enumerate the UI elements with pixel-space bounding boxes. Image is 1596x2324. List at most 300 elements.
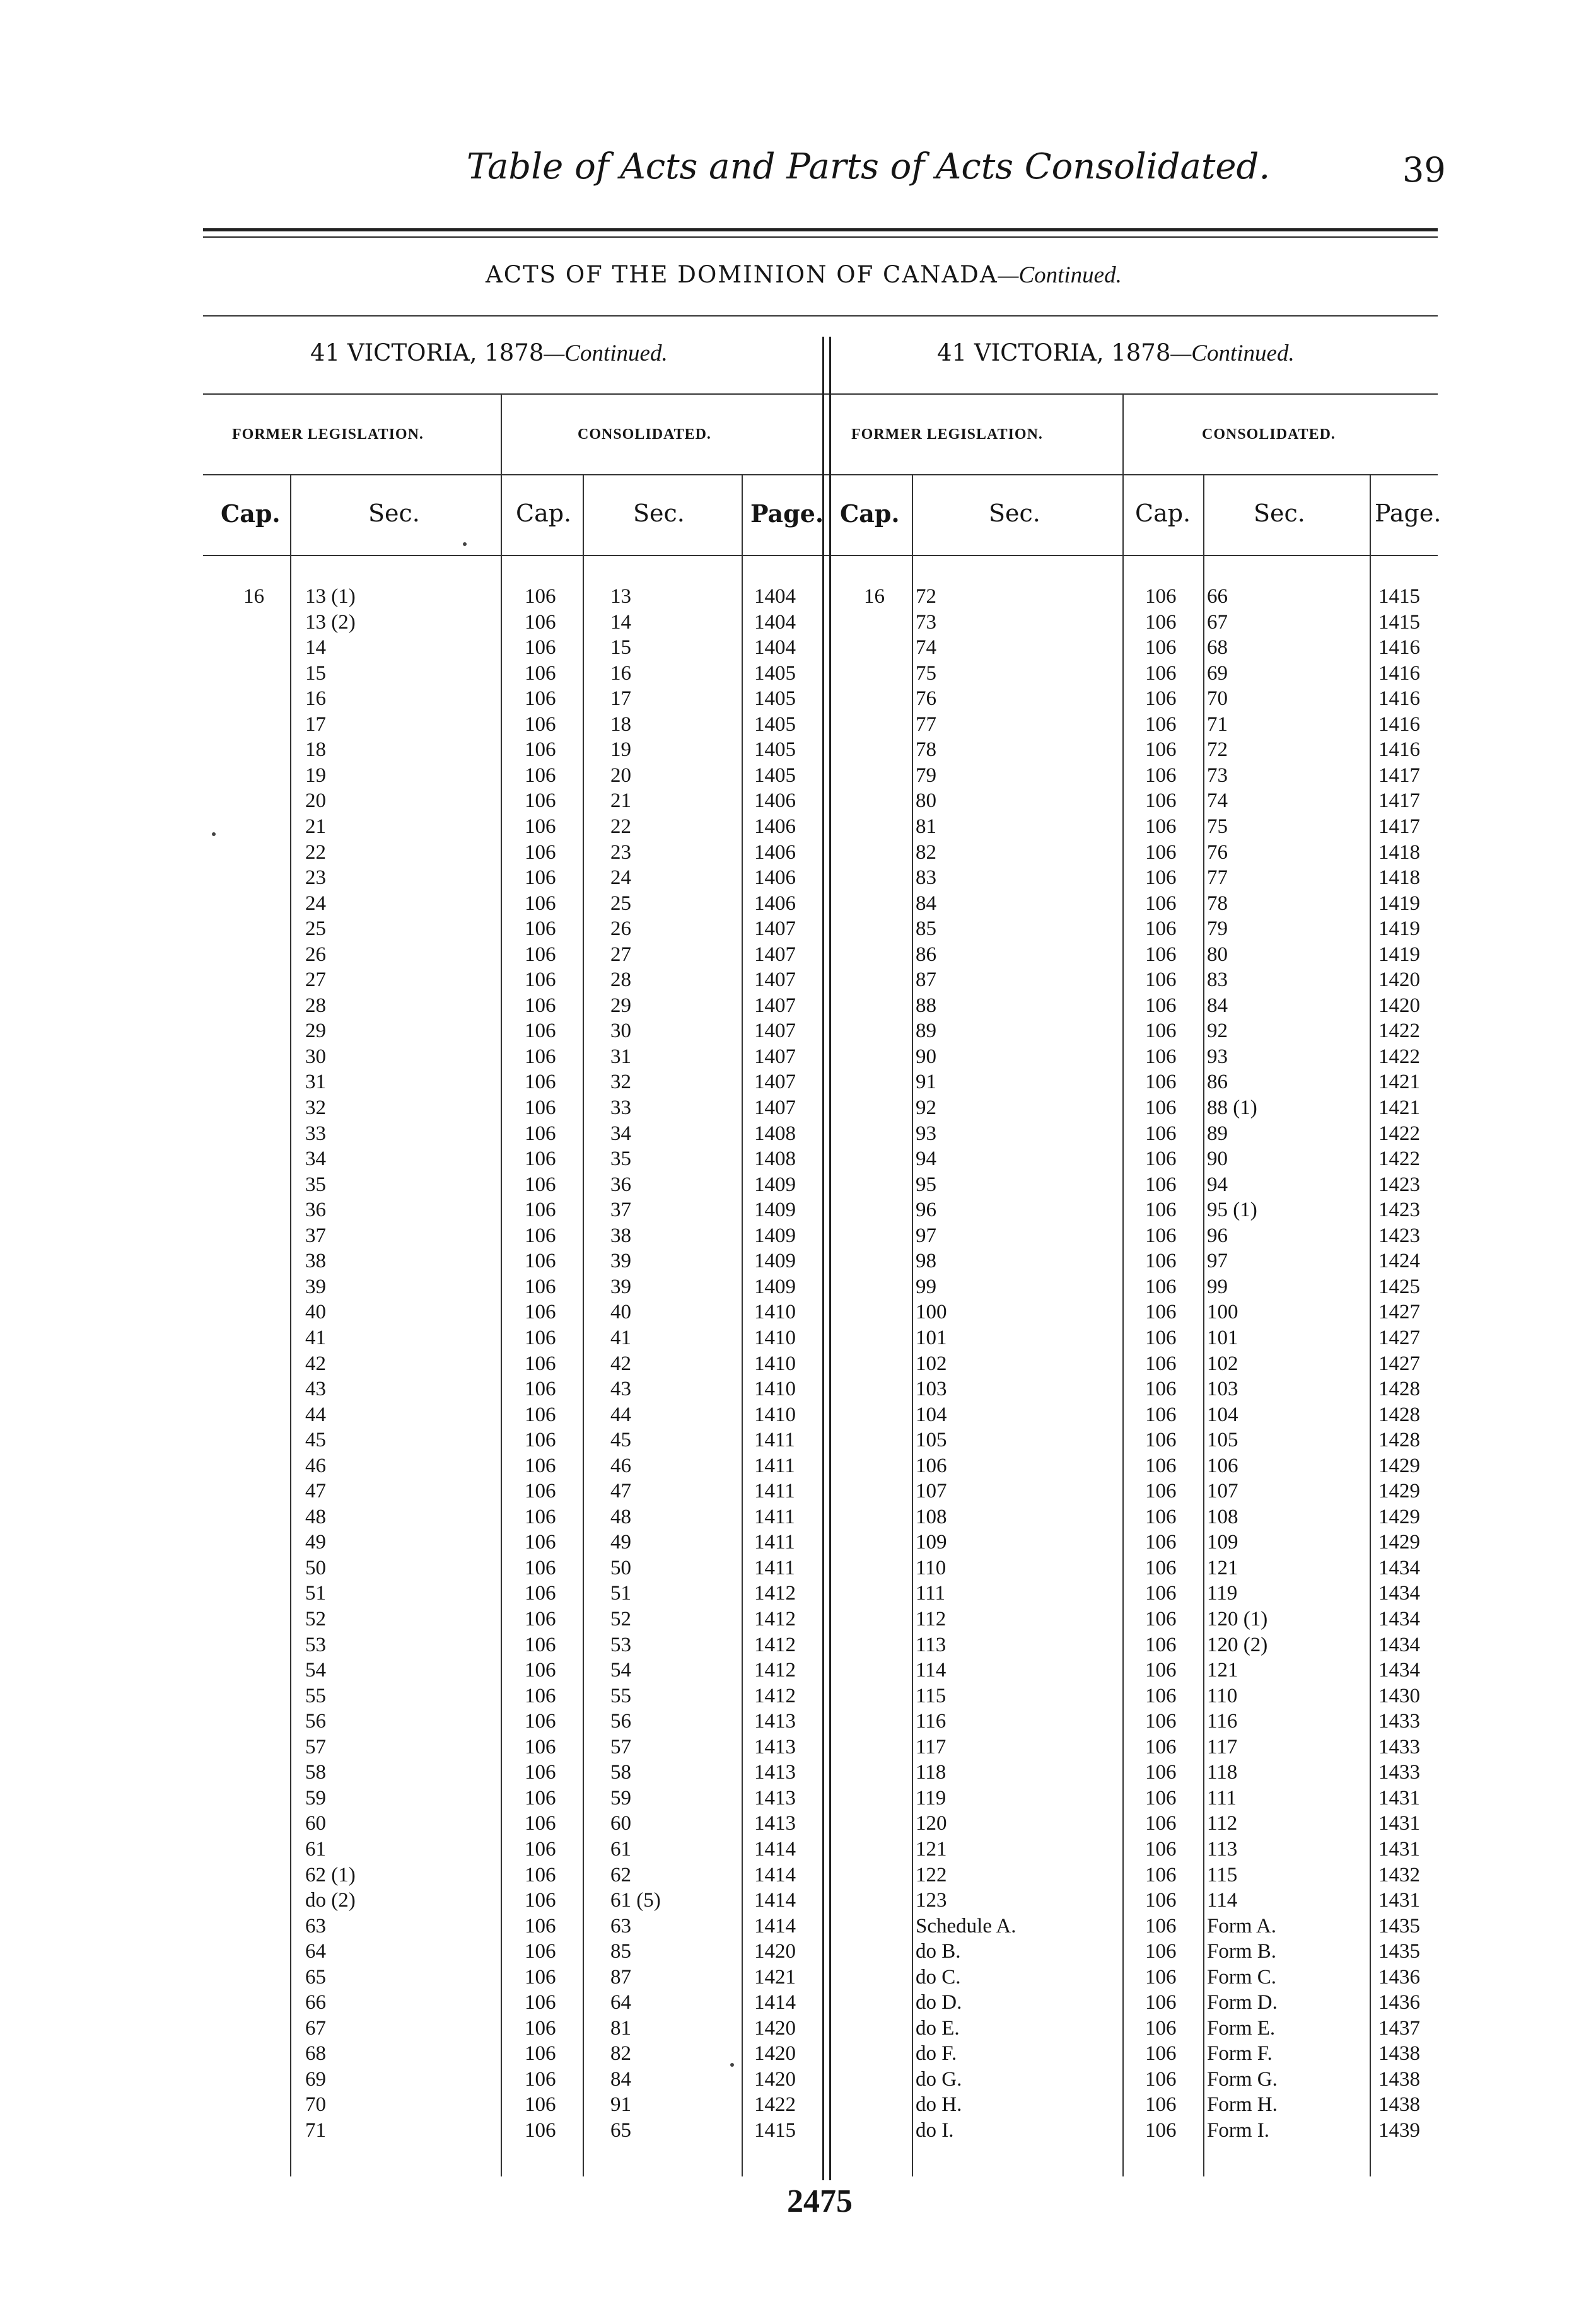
right-cell-page: 1433 bbox=[1378, 1736, 1420, 1758]
left-cell-former-sec: 60 bbox=[305, 1812, 326, 1835]
table-top-rule bbox=[203, 315, 1438, 317]
left-cell-former-sec: 55 bbox=[305, 1685, 326, 1707]
left-cell-consolidated-cap: 106 bbox=[525, 1787, 556, 1810]
right-cell-page: 1427 bbox=[1378, 1327, 1420, 1349]
left-cell-consolidated-sec: 19 bbox=[610, 738, 631, 761]
right-cell-consolidated-sec: 109 bbox=[1207, 1531, 1238, 1554]
left-former-legislation-head: FORMER LEGISLATION. bbox=[232, 426, 424, 443]
left-cell-consolidated-cap: 106 bbox=[525, 1020, 556, 1042]
right-cell-page: 1429 bbox=[1378, 1455, 1420, 1477]
right-cell-consolidated-cap: 106 bbox=[1145, 1608, 1177, 1630]
left-cell-former-sec: 51 bbox=[305, 1582, 326, 1605]
left-cell-consolidated-sec: 51 bbox=[610, 1582, 631, 1605]
right-cell-consolidated-sec: 68 bbox=[1207, 636, 1228, 659]
right-cell-former-sec: do I. bbox=[916, 2119, 954, 2142]
left-cell-consolidated-sec: 47 bbox=[610, 1480, 631, 1502]
right-cell-consolidated-sec: Form D. bbox=[1207, 1991, 1278, 2014]
right-cell-former-sec: 87 bbox=[916, 968, 936, 991]
left-cell-consolidated-cap: 106 bbox=[525, 1991, 556, 2014]
left-cell-consolidated-sec: 61 (5) bbox=[610, 1889, 661, 1912]
right-cell-page: 1418 bbox=[1378, 866, 1420, 889]
left-cell-page: 1405 bbox=[754, 738, 796, 761]
left-cell-consolidated-sec: 81 bbox=[610, 2017, 631, 2040]
left-cell-consolidated-cap: 106 bbox=[525, 1608, 556, 1630]
right-cell-page: 1422 bbox=[1378, 1122, 1420, 1145]
left-cap-value: 16 bbox=[243, 585, 264, 608]
left-cell-consolidated-sec: 56 bbox=[610, 1710, 631, 1733]
right-panel-title-continued: —Continued. bbox=[1170, 340, 1295, 366]
left-cell-page: 1411 bbox=[754, 1455, 795, 1477]
right-cell-consolidated-cap: 106 bbox=[1145, 2093, 1177, 2116]
right-cell-consolidated-sec: Form F. bbox=[1207, 2042, 1273, 2065]
left-cell-former-sec: 61 bbox=[305, 1838, 326, 1861]
left-cell-page: 1414 bbox=[754, 1889, 796, 1912]
left-cell-consolidated-cap: 106 bbox=[525, 585, 556, 608]
left-cell-page: 1409 bbox=[754, 1250, 796, 1272]
left-cell-consolidated-sec: 48 bbox=[610, 1506, 631, 1528]
left-cell-page: 1407 bbox=[754, 968, 796, 991]
left-cell-page: 1411 bbox=[754, 1557, 795, 1579]
left-cell-page: 1415 bbox=[754, 2119, 796, 2142]
right-cell-page: 1425 bbox=[1378, 1275, 1420, 1298]
right-cell-consolidated-cap: 106 bbox=[1145, 662, 1177, 685]
right-cell-consolidated-cap: 106 bbox=[1145, 1685, 1177, 1707]
right-cell-consolidated-sec: 67 bbox=[1207, 611, 1228, 634]
left-cell-consolidated-cap: 106 bbox=[525, 892, 556, 915]
right-cell-page: 1433 bbox=[1378, 1761, 1420, 1784]
right-cell-page: 1420 bbox=[1378, 968, 1420, 991]
right-cell-consolidated-sec: 97 bbox=[1207, 1250, 1228, 1272]
right-cell-page: 1438 bbox=[1378, 2042, 1420, 2065]
scan-speck bbox=[463, 542, 467, 546]
right-cell-page: 1415 bbox=[1378, 585, 1420, 608]
left-cell-former-sec: 62 (1) bbox=[305, 1864, 356, 1886]
left-cell-former-sec: 54 bbox=[305, 1659, 326, 1682]
right-cell-consolidated-cap: 106 bbox=[1145, 2042, 1177, 2065]
left-rule-ccap-csec bbox=[583, 474, 584, 2176]
left-cell-former-sec: 45 bbox=[305, 1429, 326, 1451]
left-cell-consolidated-sec: 23 bbox=[610, 841, 631, 864]
right-cell-consolidated-cap: 106 bbox=[1145, 1301, 1177, 1323]
left-cell-consolidated-sec: 26 bbox=[610, 917, 631, 940]
left-cell-page: 1407 bbox=[754, 1045, 796, 1068]
left-rule-csec-page bbox=[742, 474, 743, 2176]
right-cell-consolidated-cap: 106 bbox=[1145, 738, 1177, 761]
left-cell-consolidated-cap: 106 bbox=[525, 866, 556, 889]
left-cell-consolidated-cap: 106 bbox=[525, 1940, 556, 1963]
left-cell-consolidated-sec: 64 bbox=[610, 1991, 631, 2014]
left-cell-consolidated-cap: 106 bbox=[525, 1889, 556, 1912]
left-cell-page: 1410 bbox=[754, 1301, 796, 1323]
left-cell-page: 1404 bbox=[754, 585, 796, 608]
column-head-rule bbox=[203, 555, 1438, 556]
left-cell-consolidated-sec: 58 bbox=[610, 1761, 631, 1784]
left-cell-former-sec: 58 bbox=[305, 1761, 326, 1784]
right-cell-consolidated-sec: 86 bbox=[1207, 1071, 1228, 1093]
right-cell-former-sec: 112 bbox=[916, 1608, 947, 1630]
right-cell-page: 1421 bbox=[1378, 1071, 1420, 1093]
left-cell-page: 1409 bbox=[754, 1275, 796, 1298]
right-cell-consolidated-sec: 99 bbox=[1207, 1275, 1228, 1298]
left-cell-page: 1410 bbox=[754, 1403, 796, 1426]
left-cell-page: 1406 bbox=[754, 866, 796, 889]
left-cell-consolidated-sec: 84 bbox=[610, 2068, 631, 2091]
right-cell-consolidated-cap: 106 bbox=[1145, 917, 1177, 940]
right-cell-consolidated-sec: 108 bbox=[1207, 1506, 1238, 1528]
left-cell-former-sec: 14 bbox=[305, 636, 326, 659]
right-cell-consolidated-cap: 106 bbox=[1145, 1378, 1177, 1400]
right-cell-former-sec: 119 bbox=[916, 1787, 947, 1810]
left-cell-former-sec: 65 bbox=[305, 1966, 326, 1989]
left-cell-page: 1413 bbox=[754, 1736, 796, 1758]
right-cell-former-sec: 95 bbox=[916, 1173, 936, 1196]
left-cell-consolidated-sec: 50 bbox=[610, 1557, 631, 1579]
left-cell-page: 1407 bbox=[754, 1020, 796, 1042]
left-cell-former-sec: 68 bbox=[305, 2042, 326, 2065]
right-cell-page: 1417 bbox=[1378, 789, 1420, 812]
left-cell-consolidated-sec: 39 bbox=[610, 1275, 631, 1298]
right-cell-consolidated-sec: 76 bbox=[1207, 841, 1228, 864]
right-cell-former-sec: 97 bbox=[916, 1224, 936, 1247]
left-cell-consolidated-cap: 106 bbox=[525, 1736, 556, 1758]
left-cell-consolidated-sec: 45 bbox=[610, 1429, 631, 1451]
left-cell-consolidated-cap: 106 bbox=[525, 1301, 556, 1323]
left-cell-consolidated-sec: 52 bbox=[610, 1608, 631, 1630]
right-cell-former-sec: do F. bbox=[916, 2042, 957, 2065]
left-cell-consolidated-sec: 20 bbox=[610, 764, 631, 787]
right-cell-consolidated-cap: 106 bbox=[1145, 1147, 1177, 1170]
left-cell-consolidated-cap: 106 bbox=[525, 2119, 556, 2142]
left-cell-page: 1405 bbox=[754, 687, 796, 710]
right-cell-former-sec: 120 bbox=[916, 1812, 947, 1835]
left-cell-page: 1406 bbox=[754, 815, 796, 838]
left-cell-page: 1406 bbox=[754, 892, 796, 915]
right-cell-consolidated-sec: Form G. bbox=[1207, 2068, 1278, 2091]
right-cell-former-sec: 101 bbox=[916, 1327, 947, 1349]
right-cell-former-sec: 122 bbox=[916, 1864, 947, 1886]
left-cell-former-sec: 63 bbox=[305, 1915, 326, 1938]
right-col-cap: Cap. bbox=[840, 499, 900, 528]
right-cell-consolidated-cap: 106 bbox=[1145, 585, 1177, 608]
left-cell-former-sec: 34 bbox=[305, 1147, 326, 1170]
left-cell-page: 1404 bbox=[754, 636, 796, 659]
panel-divider bbox=[822, 337, 831, 2180]
right-cell-consolidated-sec: 78 bbox=[1207, 892, 1228, 915]
right-cell-consolidated-cap: 106 bbox=[1145, 1582, 1177, 1605]
header-rule-thick bbox=[203, 228, 1438, 231]
right-cell-consolidated-sec: 107 bbox=[1207, 1480, 1238, 1502]
right-cell-page: 1420 bbox=[1378, 994, 1420, 1017]
left-cell-consolidated-cap: 106 bbox=[525, 2093, 556, 2116]
left-cell-former-sec: 21 bbox=[305, 815, 326, 838]
right-cell-consolidated-sec: 83 bbox=[1207, 968, 1228, 991]
left-cell-consolidated-cap: 106 bbox=[525, 1429, 556, 1451]
right-cell-consolidated-cap: 106 bbox=[1145, 636, 1177, 659]
right-cell-consolidated-cap: 106 bbox=[1145, 1403, 1177, 1426]
right-cell-consolidated-sec: 100 bbox=[1207, 1301, 1238, 1323]
right-cell-page: 1432 bbox=[1378, 1864, 1420, 1886]
left-cell-consolidated-sec: 31 bbox=[610, 1045, 631, 1068]
left-cell-former-sec: 49 bbox=[305, 1531, 326, 1554]
left-cell-consolidated-cap: 106 bbox=[525, 1582, 556, 1605]
left-cell-consolidated-sec: 17 bbox=[610, 687, 631, 710]
right-cell-consolidated-sec: 116 bbox=[1207, 1710, 1238, 1733]
right-rule-cap-sec bbox=[912, 474, 913, 2176]
left-cell-consolidated-cap: 106 bbox=[525, 687, 556, 710]
right-cell-consolidated-sec: 115 bbox=[1207, 1864, 1238, 1886]
right-cell-consolidated-sec: 118 bbox=[1207, 1761, 1238, 1784]
left-cell-former-sec: 52 bbox=[305, 1608, 326, 1630]
left-cell-consolidated-cap: 106 bbox=[525, 1096, 556, 1119]
right-cell-consolidated-sec: 121 bbox=[1207, 1659, 1238, 1682]
left-cell-former-sec: 32 bbox=[305, 1096, 326, 1119]
header-rule-thin bbox=[203, 236, 1438, 238]
left-cell-page: 1414 bbox=[754, 1864, 796, 1886]
right-cell-consolidated-sec: 112 bbox=[1207, 1812, 1238, 1835]
right-cell-page: 1436 bbox=[1378, 1966, 1420, 1989]
right-cell-consolidated-sec: 101 bbox=[1207, 1327, 1238, 1349]
left-cell-page: 1412 bbox=[754, 1659, 796, 1682]
left-cell-consolidated-sec: 87 bbox=[610, 1966, 631, 1989]
left-cell-consolidated-sec: 33 bbox=[610, 1096, 631, 1119]
left-cell-former-sec: 71 bbox=[305, 2119, 326, 2142]
right-cell-consolidated-cap: 106 bbox=[1145, 841, 1177, 864]
left-cell-consolidated-sec: 35 bbox=[610, 1147, 631, 1170]
left-cell-consolidated-sec: 59 bbox=[610, 1787, 631, 1810]
right-cap-value: 16 bbox=[864, 585, 885, 608]
left-cell-consolidated-sec: 41 bbox=[610, 1327, 631, 1349]
right-cell-page: 1416 bbox=[1378, 738, 1420, 761]
left-cell-consolidated-sec: 60 bbox=[610, 1812, 631, 1835]
left-cell-former-sec: 24 bbox=[305, 892, 326, 915]
left-cell-consolidated-sec: 29 bbox=[610, 994, 631, 1017]
right-cell-consolidated-cap: 106 bbox=[1145, 1506, 1177, 1528]
right-cell-consolidated-cap: 106 bbox=[1145, 815, 1177, 838]
left-cell-page: 1407 bbox=[754, 1071, 796, 1093]
left-cell-consolidated-sec: 18 bbox=[610, 713, 631, 736]
right-cell-page: 1436 bbox=[1378, 1991, 1420, 2014]
right-cell-consolidated-cap: 106 bbox=[1145, 1045, 1177, 1068]
right-cell-consolidated-cap: 106 bbox=[1145, 1020, 1177, 1042]
right-cell-former-sec: 92 bbox=[916, 1096, 936, 1119]
left-cell-former-sec: 53 bbox=[305, 1634, 326, 1656]
right-cell-former-sec: 94 bbox=[916, 1147, 936, 1170]
right-cell-page: 1416 bbox=[1378, 662, 1420, 685]
right-cell-consolidated-sec: 121 bbox=[1207, 1557, 1238, 1579]
right-cell-page: 1419 bbox=[1378, 917, 1420, 940]
right-cell-consolidated-cap: 106 bbox=[1145, 892, 1177, 915]
right-cell-former-sec: 83 bbox=[916, 866, 936, 889]
right-cell-page: 1419 bbox=[1378, 892, 1420, 915]
left-cell-consolidated-cap: 106 bbox=[525, 1045, 556, 1068]
left-cell-consolidated-cap: 106 bbox=[525, 1480, 556, 1502]
right-cell-page: 1430 bbox=[1378, 1685, 1420, 1707]
left-cell-former-sec: do (2) bbox=[305, 1889, 356, 1912]
right-cell-consolidated-cap: 106 bbox=[1145, 1634, 1177, 1656]
scan-speck bbox=[212, 832, 216, 836]
left-cell-page: 1420 bbox=[754, 2068, 796, 2091]
right-cell-former-sec: 85 bbox=[916, 917, 936, 940]
right-cell-consolidated-cap: 106 bbox=[1145, 1889, 1177, 1912]
left-cell-former-sec: 13 (2) bbox=[305, 611, 356, 634]
right-former-legislation-head: FORMER LEGISLATION. bbox=[851, 426, 1043, 443]
left-cell-page: 1407 bbox=[754, 943, 796, 966]
left-cell-former-sec: 39 bbox=[305, 1275, 326, 1298]
left-cell-page: 1413 bbox=[754, 1787, 796, 1810]
left-cell-consolidated-cap: 106 bbox=[525, 994, 556, 1017]
left-cell-page: 1421 bbox=[754, 1966, 796, 1989]
left-cell-consolidated-cap: 106 bbox=[525, 1455, 556, 1477]
right-cell-former-sec: 81 bbox=[916, 815, 936, 838]
left-cell-consolidated-sec: 36 bbox=[610, 1173, 631, 1196]
left-cell-page: 1414 bbox=[754, 1838, 796, 1861]
left-cell-former-sec: 44 bbox=[305, 1403, 326, 1426]
left-cell-former-sec: 27 bbox=[305, 968, 326, 991]
right-cell-former-sec: 100 bbox=[916, 1301, 947, 1323]
right-cell-consolidated-sec: 66 bbox=[1207, 585, 1228, 608]
left-col-csec: Sec. bbox=[633, 499, 685, 527]
right-cell-former-sec: 99 bbox=[916, 1275, 936, 1298]
right-cell-consolidated-cap: 106 bbox=[1145, 1864, 1177, 1886]
left-cell-former-sec: 59 bbox=[305, 1787, 326, 1810]
left-cell-former-sec: 35 bbox=[305, 1173, 326, 1196]
left-cell-former-sec: 67 bbox=[305, 2017, 326, 2040]
left-cell-page: 1420 bbox=[754, 2017, 796, 2040]
right-cell-consolidated-sec: 75 bbox=[1207, 815, 1228, 838]
right-cell-consolidated-cap: 106 bbox=[1145, 611, 1177, 634]
left-cell-consolidated-cap: 106 bbox=[525, 1864, 556, 1886]
left-cell-consolidated-cap: 106 bbox=[525, 636, 556, 659]
right-cell-consolidated-cap: 106 bbox=[1145, 2068, 1177, 2091]
right-cell-page: 1429 bbox=[1378, 1506, 1420, 1528]
right-cell-former-sec: 115 bbox=[916, 1685, 947, 1707]
left-cell-page: 1409 bbox=[754, 1224, 796, 1247]
left-cell-consolidated-cap: 106 bbox=[525, 1071, 556, 1093]
right-cell-former-sec: 107 bbox=[916, 1480, 947, 1502]
right-cell-former-sec: 116 bbox=[916, 1710, 947, 1733]
right-cell-consolidated-sec: 80 bbox=[1207, 943, 1228, 966]
left-cell-consolidated-sec: 82 bbox=[610, 2042, 631, 2065]
right-cell-consolidated-sec: 77 bbox=[1207, 866, 1228, 889]
left-cell-page: 1412 bbox=[754, 1685, 796, 1707]
right-cell-page: 1428 bbox=[1378, 1403, 1420, 1426]
left-cell-former-sec: 41 bbox=[305, 1327, 326, 1349]
right-cell-former-sec: do E. bbox=[916, 2017, 960, 2040]
right-cell-former-sec: 111 bbox=[916, 1582, 946, 1605]
right-cell-former-sec: 123 bbox=[916, 1889, 947, 1912]
right-panel-title bbox=[937, 339, 1295, 367]
left-cell-consolidated-cap: 106 bbox=[525, 1634, 556, 1656]
right-cell-former-sec: 86 bbox=[916, 943, 936, 966]
right-cell-page: 1428 bbox=[1378, 1378, 1420, 1400]
left-cell-consolidated-cap: 106 bbox=[525, 1147, 556, 1170]
right-cell-former-sec: 98 bbox=[916, 1250, 936, 1272]
left-cell-former-sec: 31 bbox=[305, 1071, 326, 1093]
left-cell-page: 1411 bbox=[754, 1506, 795, 1528]
left-cell-page: 1410 bbox=[754, 1327, 796, 1349]
left-cell-page: 1409 bbox=[754, 1173, 796, 1196]
right-cell-consolidated-sec: 105 bbox=[1207, 1429, 1238, 1451]
left-cell-former-sec: 29 bbox=[305, 1020, 326, 1042]
right-cell-page: 1424 bbox=[1378, 1250, 1420, 1272]
left-cell-consolidated-sec: 15 bbox=[610, 636, 631, 659]
right-cell-page: 1434 bbox=[1378, 1582, 1420, 1605]
right-cell-consolidated-cap: 106 bbox=[1145, 1991, 1177, 2014]
right-col-csec: Sec. bbox=[1254, 499, 1305, 527]
right-cell-consolidated-cap: 106 bbox=[1145, 994, 1177, 1017]
left-cell-page: 1411 bbox=[754, 1531, 795, 1554]
right-cell-former-sec: 78 bbox=[916, 738, 936, 761]
right-cell-consolidated-cap: 106 bbox=[1145, 943, 1177, 966]
section-heading-continued: —Continued. bbox=[998, 262, 1122, 288]
section-heading-text: ACTS OF THE DOMINION OF CANADA bbox=[486, 261, 998, 288]
left-cell-consolidated-cap: 106 bbox=[525, 1557, 556, 1579]
right-cell-page: 1435 bbox=[1378, 1915, 1420, 1938]
left-cell-former-sec: 42 bbox=[305, 1352, 326, 1375]
left-cell-former-sec: 50 bbox=[305, 1557, 326, 1579]
left-cell-consolidated-cap: 106 bbox=[525, 1761, 556, 1784]
right-cell-former-sec: 96 bbox=[916, 1199, 936, 1221]
left-cell-former-sec: 64 bbox=[305, 1940, 326, 1963]
left-cell-consolidated-sec: 54 bbox=[610, 1659, 631, 1682]
right-cell-page: 1416 bbox=[1378, 713, 1420, 736]
left-panel-title bbox=[310, 339, 668, 367]
right-cell-consolidated-cap: 106 bbox=[1145, 1915, 1177, 1938]
right-cell-former-sec: 114 bbox=[916, 1659, 947, 1682]
left-cell-consolidated-cap: 106 bbox=[525, 1378, 556, 1400]
right-cell-consolidated-sec: 95 (1) bbox=[1207, 1199, 1257, 1221]
right-cell-page: 1431 bbox=[1378, 1812, 1420, 1835]
right-cell-former-sec: 109 bbox=[916, 1531, 947, 1554]
left-col-ccap: Cap. bbox=[516, 499, 572, 527]
left-cell-consolidated-cap: 106 bbox=[525, 611, 556, 634]
right-cell-consolidated-cap: 106 bbox=[1145, 1096, 1177, 1119]
right-cell-consolidated-sec: Form A. bbox=[1207, 1915, 1277, 1938]
right-cell-page: 1433 bbox=[1378, 1710, 1420, 1733]
left-cell-consolidated-cap: 106 bbox=[525, 943, 556, 966]
left-cell-consolidated-cap: 106 bbox=[525, 1812, 556, 1835]
left-cell-consolidated-sec: 27 bbox=[610, 943, 631, 966]
right-cell-consolidated-sec: 72 bbox=[1207, 738, 1228, 761]
left-cell-page: 1410 bbox=[754, 1352, 796, 1375]
left-cell-consolidated-sec: 85 bbox=[610, 1940, 631, 1963]
right-cell-consolidated-cap: 106 bbox=[1145, 713, 1177, 736]
right-cell-former-sec: do B. bbox=[916, 1940, 961, 1963]
right-panel-title-text: 41 VICTORIA, 1878 bbox=[937, 339, 1171, 366]
right-cell-consolidated-cap: 106 bbox=[1145, 1659, 1177, 1682]
right-cell-former-sec: 105 bbox=[916, 1429, 947, 1451]
left-cell-page: 1414 bbox=[754, 1991, 796, 2014]
right-cell-consolidated-sec: 88 (1) bbox=[1207, 1096, 1257, 1119]
left-cell-consolidated-sec: 53 bbox=[610, 1634, 631, 1656]
right-cell-consolidated-cap: 106 bbox=[1145, 789, 1177, 812]
left-cell-consolidated-sec: 62 bbox=[610, 1864, 631, 1886]
left-cell-consolidated-sec: 30 bbox=[610, 1020, 631, 1042]
right-cell-page: 1415 bbox=[1378, 611, 1420, 634]
right-cell-consolidated-cap: 106 bbox=[1145, 968, 1177, 991]
right-cell-page: 1422 bbox=[1378, 1147, 1420, 1170]
right-cell-former-sec: do D. bbox=[916, 1991, 962, 2014]
left-cell-consolidated-sec: 21 bbox=[610, 789, 631, 812]
left-cell-consolidated-sec: 28 bbox=[610, 968, 631, 991]
right-cell-consolidated-sec: 120 (2) bbox=[1207, 1634, 1268, 1656]
left-cell-consolidated-cap: 106 bbox=[525, 1710, 556, 1733]
left-cell-page: 1409 bbox=[754, 1199, 796, 1221]
right-cell-consolidated-sec: 94 bbox=[1207, 1173, 1228, 1196]
left-cell-consolidated-cap: 106 bbox=[525, 1275, 556, 1298]
right-cell-page: 1434 bbox=[1378, 1608, 1420, 1630]
right-cell-former-sec: 102 bbox=[916, 1352, 947, 1375]
